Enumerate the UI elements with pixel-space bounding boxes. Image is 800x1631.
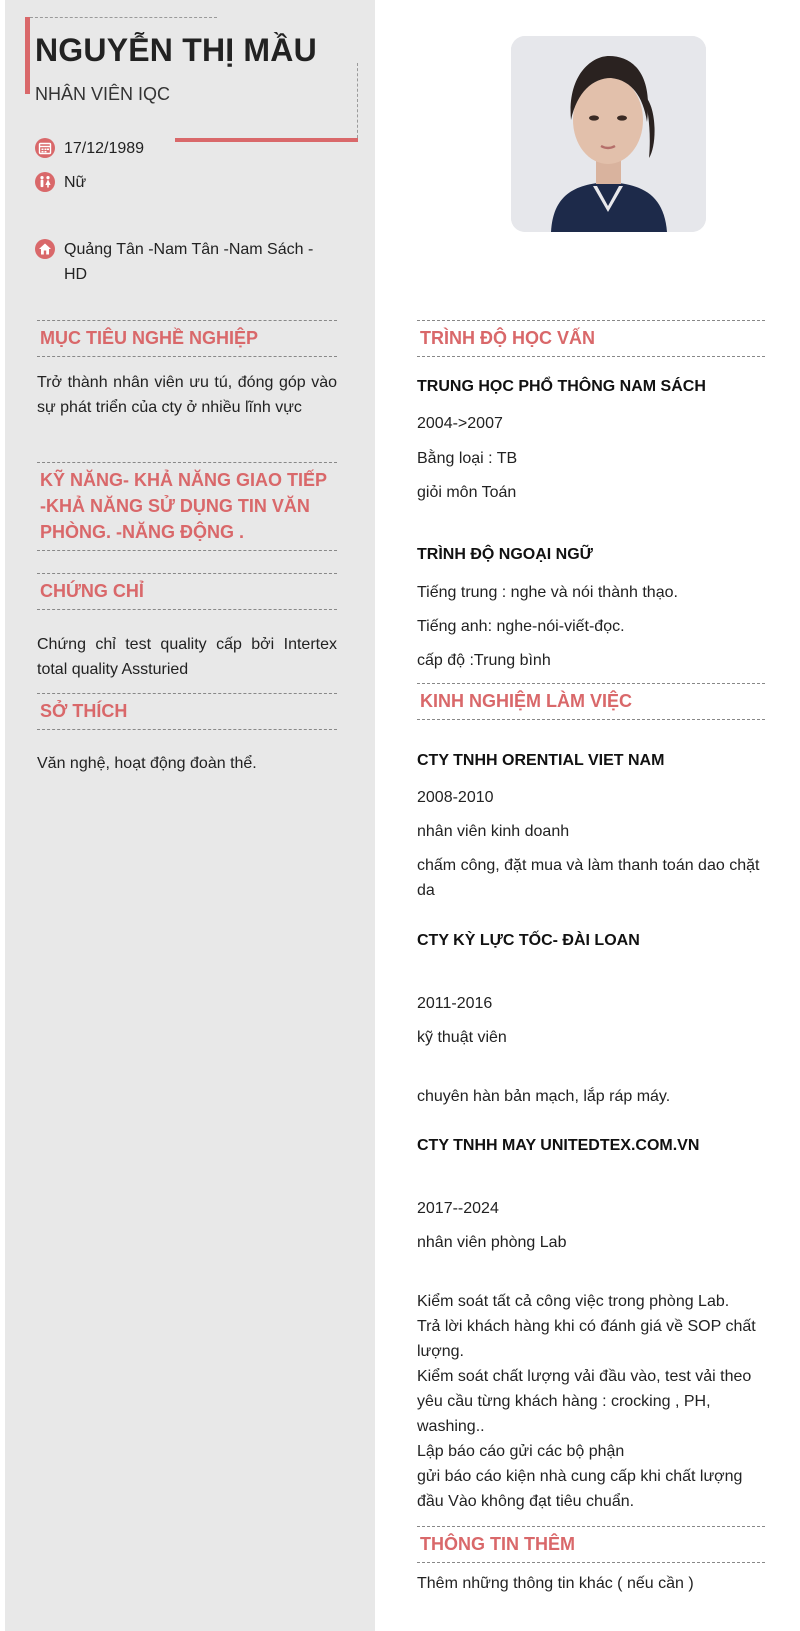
job-3-years: 2017--2024 <box>417 1200 499 1217</box>
job-1-role: nhân viên kinh doanh <box>417 823 570 840</box>
language-level: cấp độ :Trung bình <box>417 652 551 669</box>
extra-info-text: Thêm những thông tin khác ( nếu cần ) <box>417 1575 694 1592</box>
job-title: NHÂN VIÊN IQC <box>35 84 171 104</box>
certificate-title: CHỨNG CHỈ <box>37 573 337 610</box>
sidebar <box>5 0 375 1631</box>
objective-title: MỤC TIÊU NGHỀ NGHIỆP <box>37 320 337 357</box>
birthday-row <box>35 139 324 161</box>
home-icon <box>35 239 55 259</box>
education-school: TRUNG HỌC PHỔ THÔNG NAM SÁCH <box>417 378 706 395</box>
certificate-text: Chứng chỉ test quality cấp bởi Intertex total quality Assturied <box>37 636 337 678</box>
education-years: 2004->2007 <box>417 415 503 432</box>
job-3-role: nhân viên phòng Lab <box>417 1234 567 1251</box>
header-accent-bar <box>25 17 30 94</box>
language-english: Tiếng anh: nghe-nói-viết-đọc. <box>417 618 625 635</box>
hobby-title: SỞ THÍCH <box>37 693 337 730</box>
education-degree: Bằng loại : TB <box>417 450 518 467</box>
birthday-value: 17/12/1989 <box>64 140 145 157</box>
job-1-company: CTY TNHH ORENTIAL VIET NAM <box>417 752 665 769</box>
header-dashed-top <box>25 17 217 18</box>
gender-icon <box>35 172 55 192</box>
address-row <box>35 240 324 287</box>
job-3-company: CTY TNHH MAY UNITEDTEX.COM.VN <box>417 1137 700 1154</box>
language-title: TRÌNH ĐỘ NGOẠI NGỮ <box>417 546 593 563</box>
skills-title: KỸ NĂNG- KHẢ NĂNG GIAO TIẾP -KHẢ NĂNG SỬ DỤNG TIN VĂN PHÒNG. -NĂNG ĐỘNG . <box>37 462 337 551</box>
job-2-role: kỹ thuật viên <box>417 1029 507 1046</box>
gender-value: Nữ <box>64 174 87 191</box>
main-content <box>375 0 800 1631</box>
address-value: Quảng Tân -Nam Tân -Nam Sách -HD <box>64 241 314 283</box>
job-3-description: Kiểm soát tất cả công việc trong phòng Lab. Trả lời khách hàng khi có đánh giá về SOP chất lượng. Kiểm soát chất lượng vải đầu vào, test vải theo yêu cầu từng khách hàng : crocking , PH, washing.. Lập báo cáo gửi các bộ phận gửi báo cáo kiện nhà cung cấp khi chất lượng đầu Vào không đạt tiêu chuẩn. <box>417 1293 756 1510</box>
job-2-years: 2011-2016 <box>417 995 493 1012</box>
hobby-text: Văn nghệ, hoạt động đoàn thể. <box>37 755 257 772</box>
language-chinese: Tiếng trung : nghe và nói thành thạo. <box>417 584 678 601</box>
education-note: giỏi môn Toán <box>417 484 517 501</box>
job-1-description: chấm công, đặt mua và làm thanh toán dao chặt da <box>417 857 760 899</box>
header-dashed-right <box>357 63 358 138</box>
job-2-description: chuyên hàn bản mạch, lắp ráp máy. <box>417 1088 671 1105</box>
job-1-years: 2008-2010 <box>417 789 494 806</box>
candidate-name: NGUYỄN THỊ MẦU <box>35 32 317 68</box>
profile-photo <box>511 36 706 232</box>
experience-title: KINH NGHIỆM LÀM VIỆC <box>417 683 765 720</box>
education-title: TRÌNH ĐỘ HỌC VẤN <box>417 320 765 357</box>
gender-row <box>35 173 324 195</box>
extra-info-title: THÔNG TIN THÊM <box>417 1526 765 1563</box>
calendar-icon <box>35 138 55 158</box>
job-2-company: CTY KỲ LỰC TỐC- ĐÀI LOAN <box>417 932 640 949</box>
objective-text: Trở thành nhân viên ưu tú, đóng góp vào sự phát triển của cty ở nhiều lĩnh vực <box>37 374 337 416</box>
